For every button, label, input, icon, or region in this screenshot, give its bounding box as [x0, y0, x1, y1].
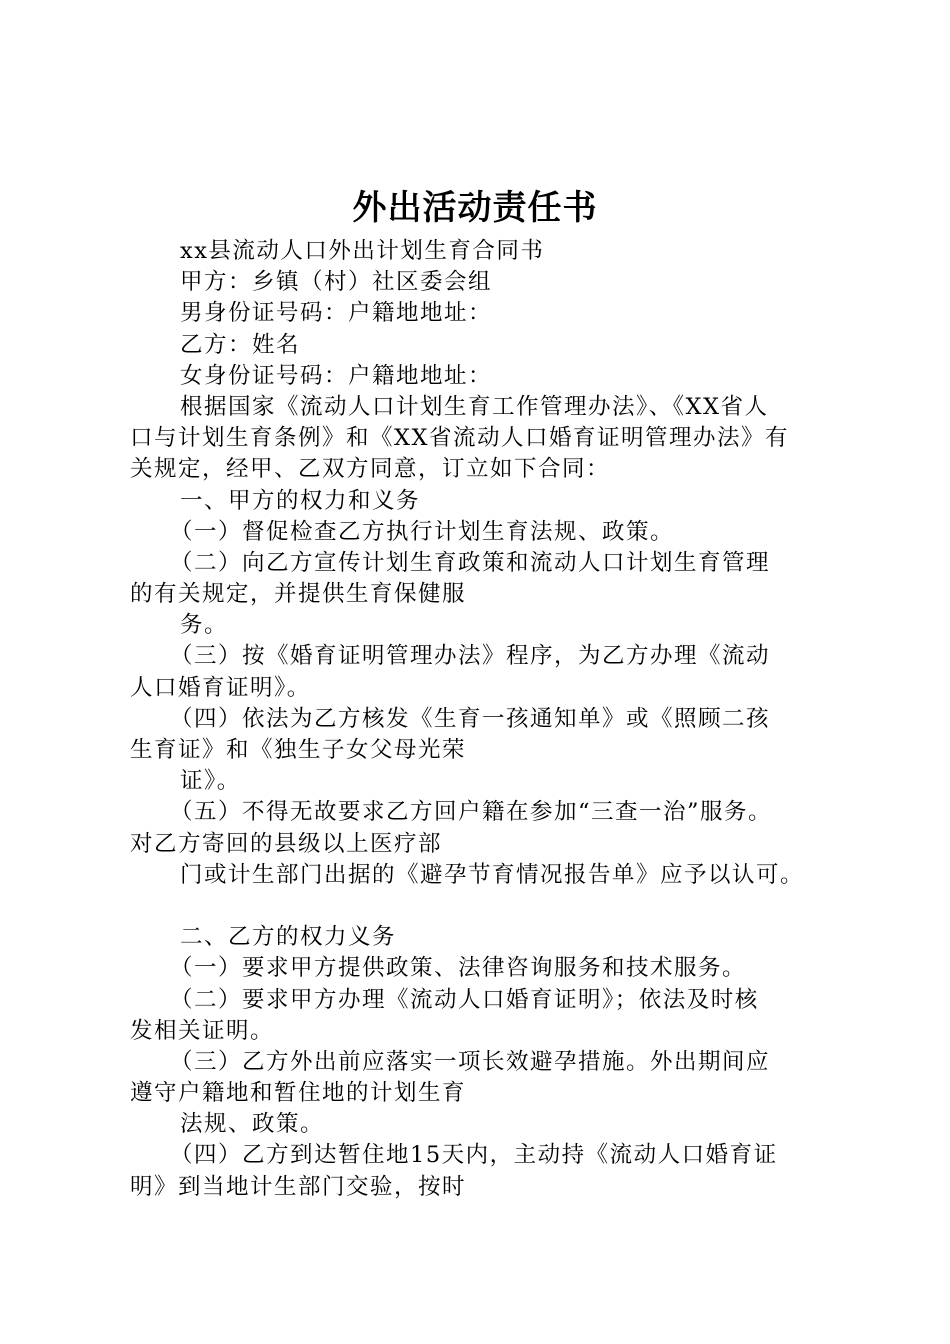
text-line: 关规定，经甲、乙双方同意，订立如下合同： [130, 456, 611, 483]
text-line: 生育证》和《独生子女父母光荣 [130, 737, 467, 763]
text-line: （二）向乙方宣传计划生育政策和流动人口计划生育管理 [170, 549, 771, 576]
text-line: （一）督促检查乙方执行计划生育法规、政策。 [170, 518, 675, 545]
text-line: （四）乙方到达暂住地15天内，主动持《流动人口婚育证 [170, 1142, 778, 1169]
text-line: （三）按《婚育证明管理办法》程序，为乙方办理《流动 [170, 643, 771, 670]
text-line: （五）不得无故要求乙方回户籍在参加“三查一治”服务。 [170, 799, 773, 826]
section-heading: 二、乙方的权力义务 [180, 924, 397, 951]
text-line: 甲方：乡镇（村）社区委会组 [180, 269, 493, 296]
text-line: 根据国家《流动人口计划生育工作管理办法》、《XX省人 [180, 393, 769, 420]
text-line: 明》到当地计生部门交验，按时 [130, 1173, 467, 1200]
text-line: 发相关证明。 [130, 1017, 275, 1044]
text-line: 人口婚育证明》。 [130, 674, 311, 701]
blank-line [130, 891, 860, 922]
text-line: 法规、政策。 [180, 1111, 325, 1138]
text-line: 口与计划生育条例》和《XX省流动人口婚育证明管理办法》有 [130, 425, 790, 452]
text-line: 证》。 [180, 768, 241, 795]
text-line: （三）乙方外出前应落实一项长效避孕措施。外出期间应 [170, 1048, 771, 1075]
text-line: 务。 [180, 612, 229, 639]
text-line: （四）依法为乙方核发《生育一孩通知单》或《照顾二孩 [170, 705, 771, 732]
text-line: 遵守户籍地和暂住地的计划生育 [130, 1080, 467, 1107]
document-title: 外出活动责任书 [352, 188, 598, 228]
text-line: 乙方：姓名 [180, 331, 301, 358]
text-line: 的有关规定，并提供生育保健服 [130, 581, 467, 608]
text-line: xx县流动人口外出计划生育合同书 [180, 238, 545, 264]
section-heading: 一、甲方的权力和义务 [180, 487, 421, 514]
text-line: 女身份证号码：户籍地地址： [180, 362, 493, 389]
text-line: 对乙方寄回的县级以上医疗部 [130, 830, 443, 857]
document-body [130, 236, 860, 1203]
text-line: 男身份证号码：户籍地地址： [180, 300, 493, 327]
text-line: （二）要求甲方办理《流动人口婚育证明》；依法及时核 [170, 986, 759, 1013]
text-line: （一）要求甲方提供政策、法律咨询服务和技术服务。 [170, 955, 747, 982]
text-line: 门或计生部门出据的《避孕节育情况报告单》应予以认可。 [180, 861, 805, 888]
